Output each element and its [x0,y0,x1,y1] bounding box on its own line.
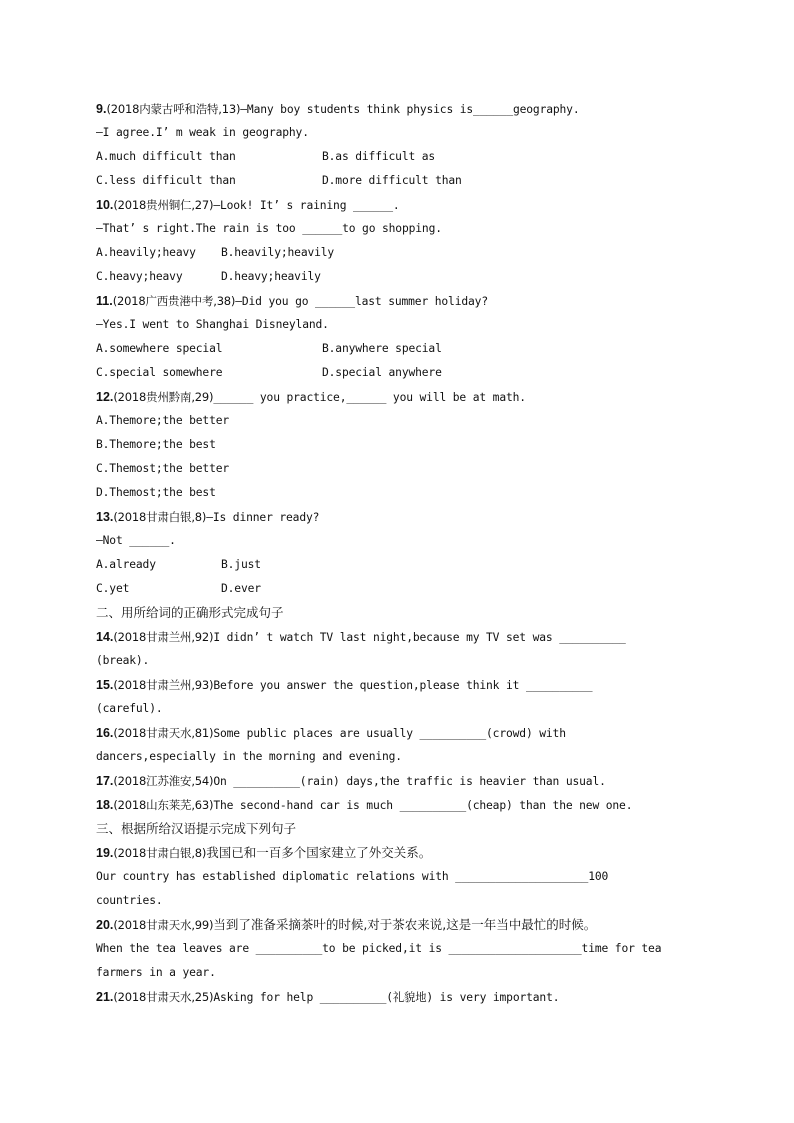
question-17 [96,769,706,793]
question-source: (2018甘肃天水,25) [113,990,214,1004]
options-row [96,265,706,289]
question-20 [96,913,706,937]
question-13 [96,505,706,529]
option-a: A.Themore;the better [96,414,230,427]
option-c: C.special somewhere [96,366,223,379]
question-12 [96,385,706,409]
option-c: C.Themost;the better [96,462,230,475]
question-16 [96,721,706,745]
question-10 [96,193,706,217]
exercise-page [96,97,706,1009]
question-source: (2018甘肃兰州,93) [113,678,214,692]
chinese-prompt: 当到了准备采摘茶叶的时候,对于茶农来说,这是一年当中最忙的时候。 [213,917,597,932]
question-text: On __________(rain) days,the traffic is heavier than usual. [213,775,606,788]
english-sentence-continued: countries. [96,894,163,907]
question-text: Some public places are usually __________(crowd) with [213,727,566,740]
options-row [96,145,706,169]
option-c: C.yet [96,582,130,595]
options-row [96,361,706,385]
question-number: 10. [96,198,114,212]
question-source: (2018内蒙古呼和浩特,13) [106,102,241,116]
question-stem: —Did you go ______last summer holiday? [235,295,488,308]
option-b: B.heavily;heavily [221,246,335,259]
option-b: B.just [221,558,261,571]
question-number: 16. [96,726,114,740]
question-number: 19. [96,846,114,860]
question-source: (2018甘肃兰州,92) [113,630,214,644]
question-source: (2018甘肃天水,81) [113,726,214,740]
question-number: 18. [96,798,114,812]
question-dialogue-line: —That’ s right.The rain is too ______to go shopping. [96,222,442,235]
option-a: A.already [96,558,156,571]
question-number: 12. [96,390,114,404]
english-sentence: Our country has established diplomatic relations with ____________________100 [96,870,609,883]
question-21 [96,985,706,1009]
option-d: D.more difficult than [322,174,462,187]
section-heading: 三、根据所给汉语提示完成下列句子 [96,821,297,836]
option-c: C.less difficult than [96,174,236,187]
question-source: (2018贵州黔南,29) [113,390,214,404]
question-number: 11. [96,294,113,308]
question-text-continued: dancers,especially in the morning and evening. [96,750,402,763]
question-number: 21. [96,990,114,1004]
question-text: Before you answer the question,please think it __________ [213,679,593,692]
question-number: 13. [96,510,114,524]
question-source: (2018贵州铜仁,27) [113,198,214,212]
option-a: A.heavily;heavy [96,246,196,259]
english-sentence-continued: farmers in a year. [96,966,216,979]
question-text: Asking for help __________(礼貌地) is very important. [213,991,560,1004]
options-row [96,553,706,577]
question-text-continued: (careful). [96,702,163,715]
question-stem: ______ you practice,______ you will be at math. [213,391,526,404]
options-row [96,577,706,601]
option-a: A.somewhere special [96,342,223,355]
question-14 [96,625,706,649]
option-b: B.Themore;the best [96,438,216,451]
question-11 [96,289,706,313]
question-source: (2018甘肃天水,99) [113,918,214,932]
question-text: I didn’ t watch TV last night,because my TV set was __________ [213,631,626,644]
options-row [96,337,706,361]
question-19 [96,841,706,865]
option-a: A.much difficult than [96,150,236,163]
question-stem: —Is dinner ready? [206,511,320,524]
question-source: (2018江苏淮安,54) [113,774,214,788]
option-c: C.heavy;heavy [96,270,183,283]
option-d: D.heavy;heavily [221,270,321,283]
question-text: The second-hand car is much __________(cheap) than the new one. [213,799,633,812]
options-row [96,169,706,193]
question-number: 9. [96,102,107,116]
question-source: (2018甘肃白银,8) [113,846,207,860]
question-number: 20. [96,918,114,932]
chinese-prompt: 我国已和一百多个国家建立了外交关系。 [206,845,432,860]
english-sentence: When the tea leaves are __________to be picked,it is ____________________time for tea [96,942,662,955]
option-d: D.ever [221,582,261,595]
question-number: 17. [96,774,114,788]
question-15 [96,673,706,697]
option-d: D.special anywhere [322,366,442,379]
question-18 [96,793,706,817]
question-source: (2018甘肃白银,8) [113,510,207,524]
question-source: (2018山东莱芜,63) [113,798,214,812]
question-source: (2018广西贵港中考,38) [112,294,236,308]
option-d: D.Themost;the best [96,486,216,499]
option-b: B.anywhere special [322,342,442,355]
options-row [96,241,706,265]
question-text-continued: (break). [96,654,150,667]
option-b: B.as difficult as [322,150,436,163]
question-stem: —Many boy students think physics is______geography. [240,103,580,116]
question-dialogue-line: —I agree.I’ m weak in geography. [96,126,309,139]
question-dialogue-line: —Not ______. [96,534,176,547]
question-stem: —Look! It’ s raining ______. [213,199,400,212]
question-dialogue-line: —Yes.I went to Shanghai Disneyland. [96,318,329,331]
question-9 [96,97,706,121]
question-number: 15. [96,678,114,692]
question-number: 14. [96,630,114,644]
section-heading: 二、用所给词的正确形式完成句子 [96,605,284,620]
